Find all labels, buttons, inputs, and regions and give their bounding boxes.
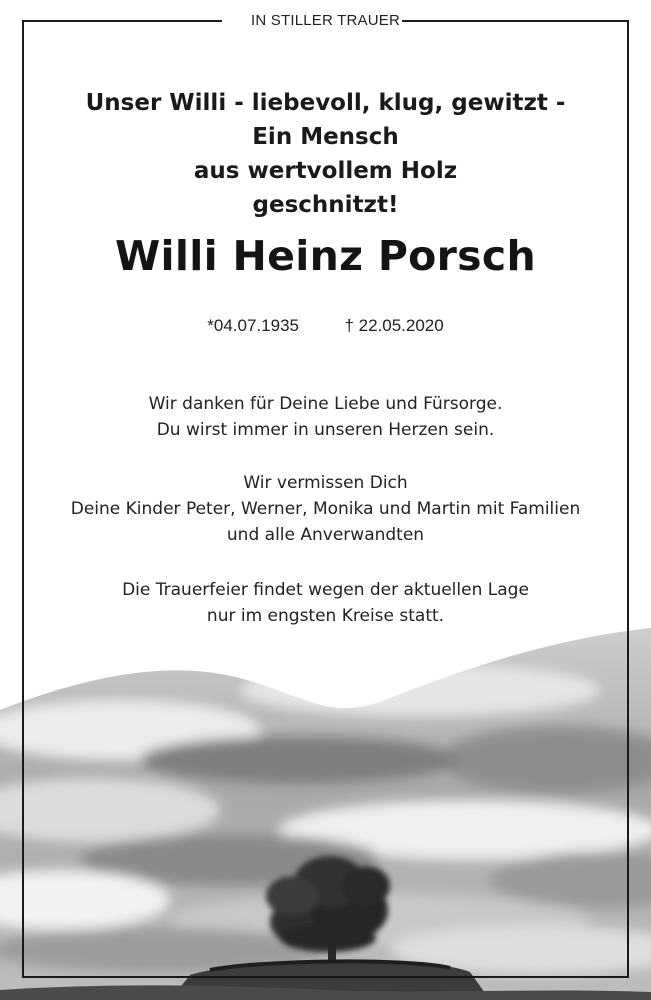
- thanks-line: Wir danken für Deine Liebe und Fürsorge.: [148, 394, 503, 414]
- life-dates: [0, 316, 651, 336]
- family-line: Deine Kinder Peter, Werner, Monika und Martin mit Familien: [70, 499, 581, 519]
- motto-line: Unser Willi - liebevoll, klug, gewitzt -: [85, 90, 566, 116]
- sky-tree-image: [0, 620, 651, 1000]
- motto-line: Ein Mensch: [252, 124, 399, 150]
- notice-line: Die Trauerfeier findet wegen der aktuellen Lage: [122, 580, 529, 600]
- family-line: und alle Anverwandten: [226, 525, 425, 545]
- motto: [0, 86, 651, 222]
- notice-paragraph: [0, 577, 651, 629]
- thanks-paragraph: [0, 391, 651, 443]
- notice-line: nur im engsten Kreise statt.: [206, 606, 445, 626]
- motto-line: aus wertvollem Holz: [193, 158, 458, 184]
- death-date: † 22.05.2020: [344, 316, 444, 335]
- motto-line: geschnitzt!: [252, 192, 399, 218]
- thanks-line: Du wirst immer in unseren Herzen sein.: [156, 420, 495, 440]
- deceased-name: Willi Heinz Porsch: [115, 232, 536, 280]
- family-line: Wir vermissen Dich: [243, 473, 408, 493]
- family-paragraph: [0, 470, 651, 548]
- header-label: IN STILLER TRAUER: [251, 12, 400, 29]
- birth-date: *04.07.1935: [207, 316, 299, 335]
